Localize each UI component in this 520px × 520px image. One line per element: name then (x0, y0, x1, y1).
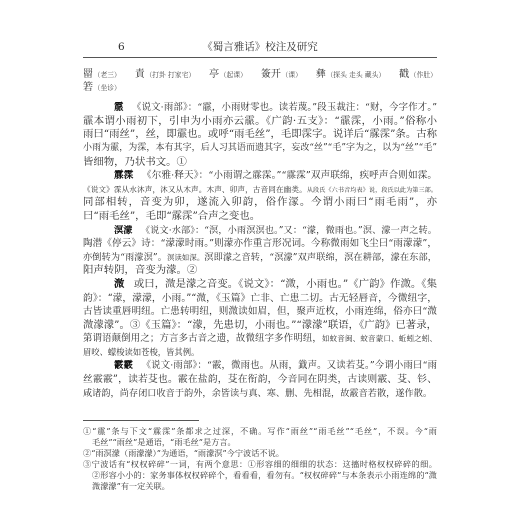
index-term (316, 68, 385, 81)
entry-line (83, 224, 437, 238)
index-term-word: 亭 (209, 68, 220, 80)
entry-line: 古皆读重唇明纽。亡患转明纽，则溦读如眉，但，聚声近枚，小雨连绵，俗亦曰“溦 (83, 306, 437, 318)
footnotes (83, 426, 437, 492)
footnote-line: ②形容小小的：家务事体权权碎碎个，看看看，看勿有。“权权碎碎”与本条表示小雨连绵的“溦 (92, 469, 437, 480)
index-term-word: 責 (134, 68, 145, 80)
index-term-word: 罶 (83, 68, 93, 80)
entry-line: 溦濛濛”。③《玉篇》：“濛，先患切，小雨也。”“濛濛”联语，《广韵》已著录， (83, 318, 437, 331)
index-term (135, 68, 195, 81)
line-text: 《说文·水部》：“溟，小雨溟溟也。”又：“濛，微雨也。”溟、濛一声之转。 (140, 224, 437, 236)
headword: 霰霰 (114, 360, 134, 372)
index-term (83, 68, 121, 81)
footnote-line: 毛丝”“雨丝”是通语，“雨毛丝”是方言。 (92, 436, 236, 447)
index-term-gloss: （作肚） (409, 70, 437, 79)
line-text: 或曰，溦是濛之音变。《说文》：“溦，小雨也。”《广韵》作溦。《集 (133, 277, 437, 290)
entry-line: 皆细物，乃状书文。① (83, 155, 187, 168)
index-terms-row (83, 68, 437, 81)
line-text: 《说文》霂从水沐声，沐又从木声。木声、卯声，古音同在幽类。 (83, 184, 307, 194)
line-note: 从段氏《六书音均表》说，段氏以此为第三部。 (306, 186, 437, 194)
line-text: 《尔雅·释天》：“小雨谓之霡霂。”“霡霂”双声联绵，疾呼声合则如霂。 (142, 170, 437, 182)
entry-line: 雨曰“雨丝”，丝，即霢也。或呼“雨毛丝”，毛即霂字。说详后“霡霂”条。古称 (83, 128, 437, 141)
entry-line: 阳声转阴，音变为濛。② (83, 264, 198, 277)
entry-xian (83, 359, 437, 400)
entry-line (83, 183, 437, 197)
index-term-gloss: （打卦 打家宅） (145, 70, 196, 79)
index-term-word: 箬 (83, 82, 93, 93)
entry-line: 陶潜《停云》诗：“濛濛时雨。”则濛亦作重言形况词。今称微雨如飞尘曰“雨濛濛”， (83, 238, 437, 250)
index-terms-row (83, 81, 437, 94)
line-text: 亦倒转为“雨濛溟”。 (83, 251, 168, 263)
header-rule (83, 57, 437, 58)
index-term-gloss: （老三） (93, 70, 121, 79)
line-text: 《说文·雨部》：“霰，微雨也。从雨，韱声。又读若芟。”今谓小雨曰“雨 (141, 360, 437, 372)
line-text: 第谓语颠倒用之；方言多古音之遗，故微纽字多作明纽， (83, 333, 322, 345)
entry-line (83, 101, 437, 115)
headword: 溦 (114, 277, 125, 290)
line-text: 溟即濛之音转，“溟濛”双声联绵，溟在耕部，濛在东部， (204, 251, 437, 263)
running-header (83, 40, 437, 54)
footnote-line: ②“雨溟濛（雨濛濛）”为通语，“雨濛溟”今宁波话不说。 (83, 447, 284, 458)
entry-line (83, 359, 437, 373)
line-note: 如蚊音闽、蚊音蒙口、蚯蚓之蚓、 (321, 334, 437, 344)
index-term-gloss: （坐诊） (93, 84, 121, 92)
footnote-rule (83, 420, 199, 421)
entry-line (83, 346, 437, 360)
line-text: 《说文·雨部》：“霢，小雨财零也。读若蔑。”段玉裁注：“财，今字作才。” (132, 102, 437, 114)
entry-maimu (83, 169, 437, 223)
line-note: 溟读如深。 (167, 252, 205, 262)
index-term-gloss: （起课） (219, 70, 247, 79)
entry-line (83, 278, 437, 292)
index-term-word: 彝 (315, 68, 326, 80)
entry-line: 同部相转，音变为卯，遂流入卯韵，俗作溕。今谓小雨曰“雨毛雨”，亦 (83, 196, 437, 209)
entry-line: 韵》：“濛，濛濛，小雨。”“溦，《玉篇》亡非、亡患二切。古无轻唇音，今微纽字， (83, 292, 437, 304)
entry-mingmeng (83, 224, 437, 278)
text-block (83, 0, 437, 520)
index-term-gloss: （探头 走头 藏头） (326, 70, 386, 79)
entry-line (83, 332, 437, 346)
entry-line: 霢本谓小雨初下，引申为小雨亦云霢。《广韵·五支》：“霢霂，小雨。”俗称小 (83, 114, 437, 127)
footnote-line: ③宁波话有“权权碎碎”一词，有两个意思：①形容细的细细的状态：这搐时格权权碎碎的细。 (83, 458, 437, 469)
entry-line (83, 169, 437, 183)
index-term-word: 戳 (399, 68, 410, 80)
entry-wei (83, 278, 437, 360)
entry-line: 丝霰霰”，读若芟也。霰在盐韵，芟在衔韵，今音同在阴类，古读则霰、芟、钐、 (83, 374, 437, 386)
index-term-gloss: （课） (281, 70, 302, 79)
footnote-line: ①“霢”条与下文“霡霂”条都求之过深，不确。写作“雨丝”“雨毛丝”“毛丝”，不误。今“雨 (83, 425, 437, 436)
entry-line: 咸诸韵，尚存闭口收音于韵外，余皆读与真、寒、删、先相混，故霰音若散，遂作散。 (83, 387, 433, 399)
running-title: 《蜀言雅话》校注及研究 (202, 41, 318, 53)
footnote-line: 溦濛濛”有一定关联。 (92, 480, 170, 491)
entry-line: 小雨为霢，为霂，本有其字，后人习其语而遗其字，妄改“丝”“毛”字为之，以为“丝”“毛” (83, 142, 437, 153)
entry-line: 曰“雨毛丝”，毛即“霡霂”合声之变也。 (83, 209, 261, 222)
index-term (83, 82, 121, 93)
line-note: 眉咬、蠓梭读如苍梭，皆其例。 (83, 346, 200, 357)
entry-line (83, 251, 437, 265)
index-term (261, 68, 302, 81)
page-number: 6 (118, 41, 125, 53)
index-term (209, 68, 247, 81)
entry-mai (83, 101, 437, 169)
index-term (399, 68, 437, 81)
entries (83, 101, 437, 400)
headword: 霢 (114, 102, 124, 114)
headword: 溟濛 (114, 224, 133, 236)
index-term-word: 簽开 (260, 68, 281, 80)
headword: 霡霂 (114, 170, 134, 182)
